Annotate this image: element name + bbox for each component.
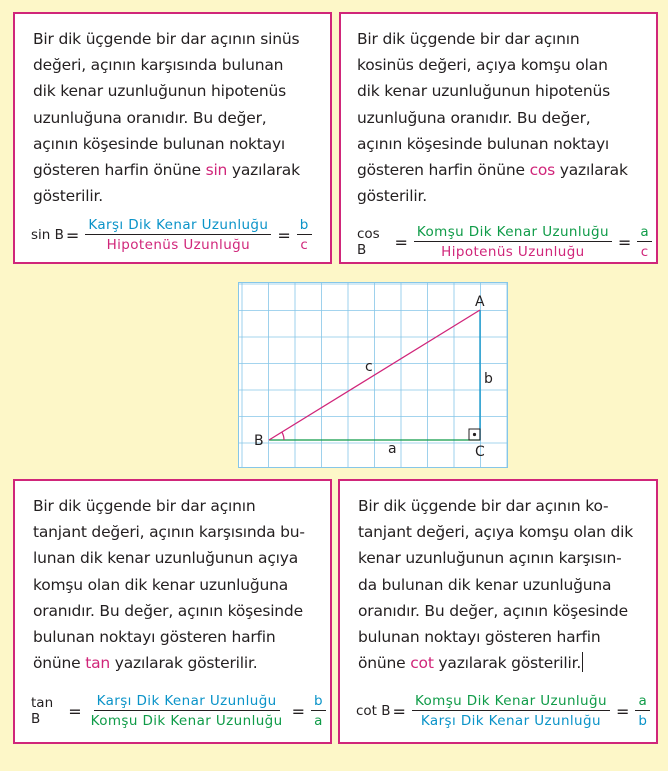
text-line: uzunluğuna oranıdır. Bu değer,	[357, 108, 591, 127]
formula-lhs: tan B	[31, 695, 54, 727]
text-cursor	[582, 652, 583, 672]
text-line: komşu olan dik kenar uzunluğuna	[33, 575, 289, 594]
text-line	[33, 650, 320, 676]
keyword-sin: sin	[205, 161, 228, 180]
text-segment: önüne	[33, 654, 86, 673]
sine-definition-card	[13, 12, 332, 264]
equals-sign: =	[617, 232, 632, 252]
cotangent-formula	[356, 693, 654, 729]
fraction-numerator: b	[297, 217, 312, 235]
text-line: kenar uzunluğunun açının karşısın-	[358, 549, 622, 568]
fraction-numerator: a	[635, 693, 650, 711]
keyword-cos: cos	[529, 161, 556, 180]
equals-sign: =	[394, 232, 408, 252]
equals-sign: =	[615, 701, 630, 721]
text-segment: gösteren harfin önüne	[33, 161, 206, 180]
letter-fraction	[311, 693, 326, 729]
fraction-numerator: Karşı Dik Kenar Uzunluğu	[85, 217, 271, 235]
letter-fraction	[297, 217, 312, 253]
text-segment: yazılarak gösterilir.	[433, 654, 582, 673]
text-segment: gösteren harfin önüne	[357, 161, 530, 180]
text-line: dik kenar uzunluğunun hipotenüs	[357, 82, 611, 101]
sine-definition-text	[33, 26, 320, 209]
text-line: açının köşesinde bulunan noktayı	[357, 134, 610, 153]
keyword-cot: cot	[410, 654, 434, 673]
equals-sign: =	[68, 701, 82, 721]
text-segment: yazılarak	[227, 161, 300, 180]
letter-fraction	[635, 693, 650, 729]
right-triangle-diagram	[238, 282, 508, 468]
text-line: tanjant değeri, açıya komşu olan dik	[358, 523, 634, 542]
text-line: Bir dik üçgende bir dar açının ko-	[358, 497, 609, 515]
text-line: açının köşesinde bulunan noktayı	[33, 134, 286, 153]
side-b-label: b	[484, 371, 493, 387]
text-line: tanjant değeri, açının karşısında bu-	[33, 523, 305, 542]
fraction-denominator: c	[300, 237, 309, 253]
cotangent-definition-text	[358, 493, 646, 676]
text-segment: önüne	[358, 654, 411, 673]
fraction-denominator: a	[314, 713, 323, 729]
equals-sign: =	[65, 225, 80, 245]
text-line: uzunluğuna oranıdır. Bu değer,	[33, 108, 267, 127]
text-line: bulunan noktayı gösteren harfin	[33, 628, 276, 647]
cosine-definition-card	[339, 12, 658, 264]
tangent-definition-card	[13, 479, 332, 744]
cosine-definition-text	[357, 26, 646, 209]
fraction-denominator: Hipotenüs Uzunluğu	[441, 244, 585, 260]
tangent-definition-text	[33, 493, 320, 676]
text-line: da bulunan dik kenar uzunluğuna	[358, 575, 612, 594]
text-segment: yazılarak gösterilir.	[110, 654, 258, 673]
cosine-formula	[357, 224, 656, 260]
letter-fraction	[637, 224, 652, 260]
equals-sign: =	[291, 701, 306, 721]
fraction-numerator: a	[637, 224, 652, 242]
sine-formula	[31, 217, 316, 253]
equals-sign: =	[277, 225, 291, 245]
text-line: oranıdır. Bu değer, açının köşesinde	[33, 601, 303, 620]
vertex-a-label: A	[475, 294, 485, 310]
text-line: Bir dik üçgende bir dar açının sinüs	[33, 30, 300, 48]
text-line	[357, 157, 646, 183]
vertex-b-label: B	[254, 433, 264, 449]
ratio-fraction	[414, 224, 612, 260]
text-line	[358, 650, 646, 676]
right-angle-dot	[473, 433, 476, 436]
fraction-denominator: c	[640, 244, 649, 260]
text-line: oranıdır. Bu değer, açının köşesinde	[358, 601, 628, 620]
text-line: Bir dik üçgende bir dar açının	[33, 497, 256, 515]
side-c-label: c	[365, 359, 373, 375]
text-line	[33, 157, 320, 183]
ratio-fraction	[85, 217, 271, 253]
formula-lhs: cos B	[357, 226, 380, 258]
fraction-denominator: Komşu Dik Kenar Uzunluğu	[90, 713, 283, 729]
cotangent-definition-card	[338, 479, 658, 744]
fraction-numerator: b	[311, 693, 326, 711]
text-line: kosinüs değeri, açıya komşu olan	[357, 56, 608, 75]
fraction-denominator: b	[638, 713, 648, 729]
formula-lhs: sin B	[31, 227, 64, 243]
fraction-denominator: Karşı Dik Kenar Uzunluğu	[420, 713, 601, 729]
fraction-numerator: Komşu Dik Kenar Uzunluğu	[412, 693, 610, 711]
fraction-denominator: Hipotenüs Uzunluğu	[106, 237, 251, 253]
text-line: Bir dik üçgende bir dar açının	[357, 30, 580, 48]
fraction-numerator: Karşı Dik Kenar Uzunluğu	[94, 693, 280, 711]
text-line: lunan dik kenar uzunluğunun açıya	[33, 549, 299, 568]
equals-sign: =	[392, 701, 406, 721]
vertex-c-label: C	[475, 444, 485, 460]
tangent-formula	[31, 693, 330, 729]
ratio-fraction	[88, 693, 286, 729]
formula-lhs: cot B	[356, 703, 391, 719]
text-line: dik kenar uzunluğunun hipotenüs	[33, 82, 287, 101]
side-a-label: a	[388, 441, 397, 457]
text-line: gösterilir.	[357, 187, 427, 206]
fraction-numerator: Komşu Dik Kenar Uzunluğu	[414, 224, 612, 242]
text-segment: yazılarak	[555, 161, 628, 180]
keyword-tan: tan	[85, 654, 111, 673]
text-line: bulunan noktayı gösteren harfin	[358, 628, 601, 647]
ratio-fraction	[412, 693, 610, 729]
text-line: değeri, açının karşısında bulunan	[33, 56, 284, 75]
text-line: gösterilir.	[33, 187, 103, 206]
